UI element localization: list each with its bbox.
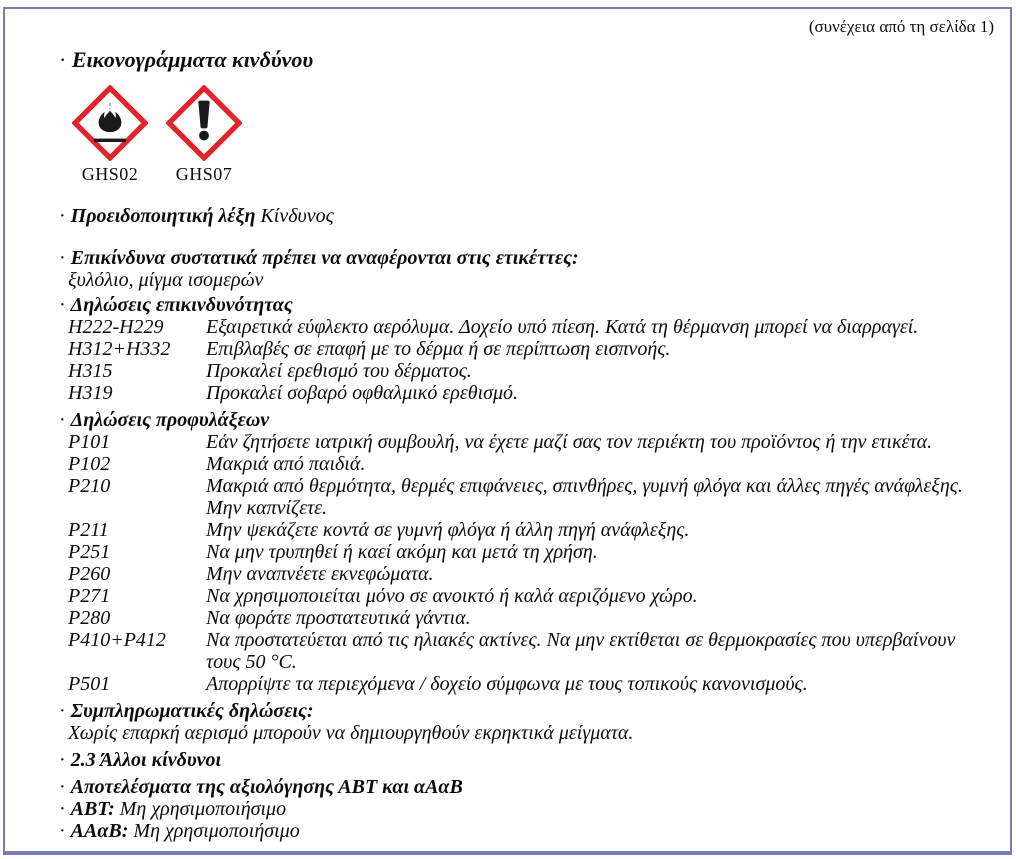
precaution-row <box>59 453 994 475</box>
pictogram-ghs07 <box>161 85 247 183</box>
p-code: P251 <box>68 541 111 563</box>
signal-word-value: Κίνδυνος <box>260 205 334 227</box>
p-text: Μην αναπνέετε εκνεφώματα. <box>206 563 434 585</box>
precaution-row <box>59 673 994 695</box>
pbt-row <box>59 798 994 820</box>
supplementary-heading: · Συμπληρωματικές δηλώσεις: <box>59 700 994 722</box>
vpvb-value: Μη χρησιμοποιήσιμο <box>133 820 300 842</box>
ghs07-label: GHS07 <box>175 164 233 184</box>
p-text: Εάν ζητήσετε ιατρική συμβουλή, να έχετε μαζί σας τον περιέκτη του προϊόντος ή την ετικέτα. <box>206 431 933 453</box>
precaution-row <box>59 629 994 673</box>
hazard-statements-heading: · Δηλώσεις επικινδυνότητας <box>59 294 994 316</box>
other-hazards-heading: · 2.3 Άλλοι κίνδυνοι <box>59 749 994 771</box>
p-code: P260 <box>68 563 111 585</box>
precaution-row <box>59 585 994 607</box>
pictogram-row <box>59 85 994 183</box>
precaution-row <box>59 563 994 585</box>
p-text: Μακριά από παιδιά. <box>206 453 366 475</box>
hazard-statement-row <box>59 316 994 338</box>
p-code: P101 <box>68 431 111 453</box>
h-code: H319 <box>68 382 113 404</box>
pbt-value: Μη χρησιμοποιήσιμο <box>119 798 287 820</box>
h-text: Εξαιρετικά εύφλεκτο αερόλυμα. Δοχείο υπό πίεση. Κατά τη θέρμανση μπορεί να διαρραγεί. <box>206 316 919 338</box>
p-code: P210 <box>68 475 111 497</box>
hazard-statement-row <box>59 360 994 382</box>
p-code: P280 <box>68 607 111 629</box>
precaution-row <box>59 431 994 453</box>
h-text: Προκαλεί σοβαρό οφθαλμικό ερεθισμό. <box>206 382 519 404</box>
pictogram-ghs02 <box>67 85 153 183</box>
p-text: Να μην τρυπηθεί ή καεί ακόμη και μετά τη χρήση. <box>206 541 598 563</box>
h-text: Επιβλαβές σε επαφή με το δέρμα ή σε περίπτωση εισπνοής. <box>206 338 671 360</box>
precaution-row <box>59 475 994 519</box>
precaution-row <box>59 541 994 563</box>
precaution-row <box>59 607 994 629</box>
p-text: Να φοράτε προστατευτικά γάντια. <box>206 607 471 629</box>
h-code: H312+H332 <box>68 338 171 360</box>
ghs02-label: GHS02 <box>81 164 139 184</box>
p-code: P501 <box>68 673 111 695</box>
pbt-label: ΑΒΤ: <box>70 798 115 820</box>
continuation-note: (συνέχεια από τη σελίδα 1) <box>808 17 994 36</box>
pbt-assessment-heading: · Αποτελέσματα της αξιολόγησης ΑΒΤ και αΑαΒ <box>59 776 994 798</box>
signal-word-line <box>59 205 994 227</box>
p-code: P211 <box>68 519 109 541</box>
page-frame <box>3 7 1012 855</box>
precautionary-statements-heading: · Δηλώσεις προφυλάξεων <box>59 409 994 431</box>
precaution-row <box>59 519 994 541</box>
flame-icon <box>72 85 148 161</box>
p-text: Απορρίψτε τα περιεχόμενα / δοχείο σύμφωνα με τους τοπικούς κανονισμούς. <box>206 673 808 695</box>
pictograms-heading: · Εικονογράμματα κινδύνου <box>59 47 994 73</box>
p-text-continued: Μην καπνίζετε. <box>206 497 328 519</box>
h-code: H315 <box>68 360 113 382</box>
h-code: H222-H229 <box>68 316 164 338</box>
label-components-substance: ξυλόλιο, μίγμα ισομερών <box>68 269 264 291</box>
hazard-statement-row <box>59 382 994 404</box>
p-text: Μακριά από θερμότητα, θερμές επιφάνειες, σπινθήρες, γυμνή φλόγα και άλλες πηγές ανάφλεξης. <box>206 475 963 497</box>
p-text: Να προστατεύεται από τις ηλιακές ακτίνες. Να μην εκτίθεται σε θερμοκρασίες που υπερβαίνουν <box>206 629 956 651</box>
exclamation-icon <box>166 85 242 161</box>
p-code: P410+P412 <box>68 629 166 651</box>
hazard-statement-row <box>59 338 994 360</box>
p-code: P102 <box>68 453 111 475</box>
supplementary-text: Χωρίς επαρκή αερισμό μπορούν να δημιουργηθούν εκρηκτικά μείγματα. <box>68 722 634 744</box>
signal-word-label: Προειδοποιητική λέξη <box>70 205 256 227</box>
vpvb-row <box>59 820 994 842</box>
p-text: Να χρησιμοποιείται μόνο σε ανοικτό ή καλά αεριζόμενο χώρο. <box>206 585 698 607</box>
vpvb-label: ΑΑαΒ: <box>70 820 129 842</box>
p-code: P271 <box>68 585 111 607</box>
label-components-heading: · Επικίνδυνα συστατικά πρέπει να αναφέρονται στις ετικέττες: <box>59 247 994 269</box>
h-text: Προκαλεί ερεθισμό του δέρματος. <box>206 360 472 382</box>
p-text-continued: τους 50 °C. <box>206 651 297 673</box>
p-text: Μην ψεκάζετε κοντά σε γυμνή φλόγα ή άλλη πηγή ανάφλεξης. <box>206 519 690 541</box>
